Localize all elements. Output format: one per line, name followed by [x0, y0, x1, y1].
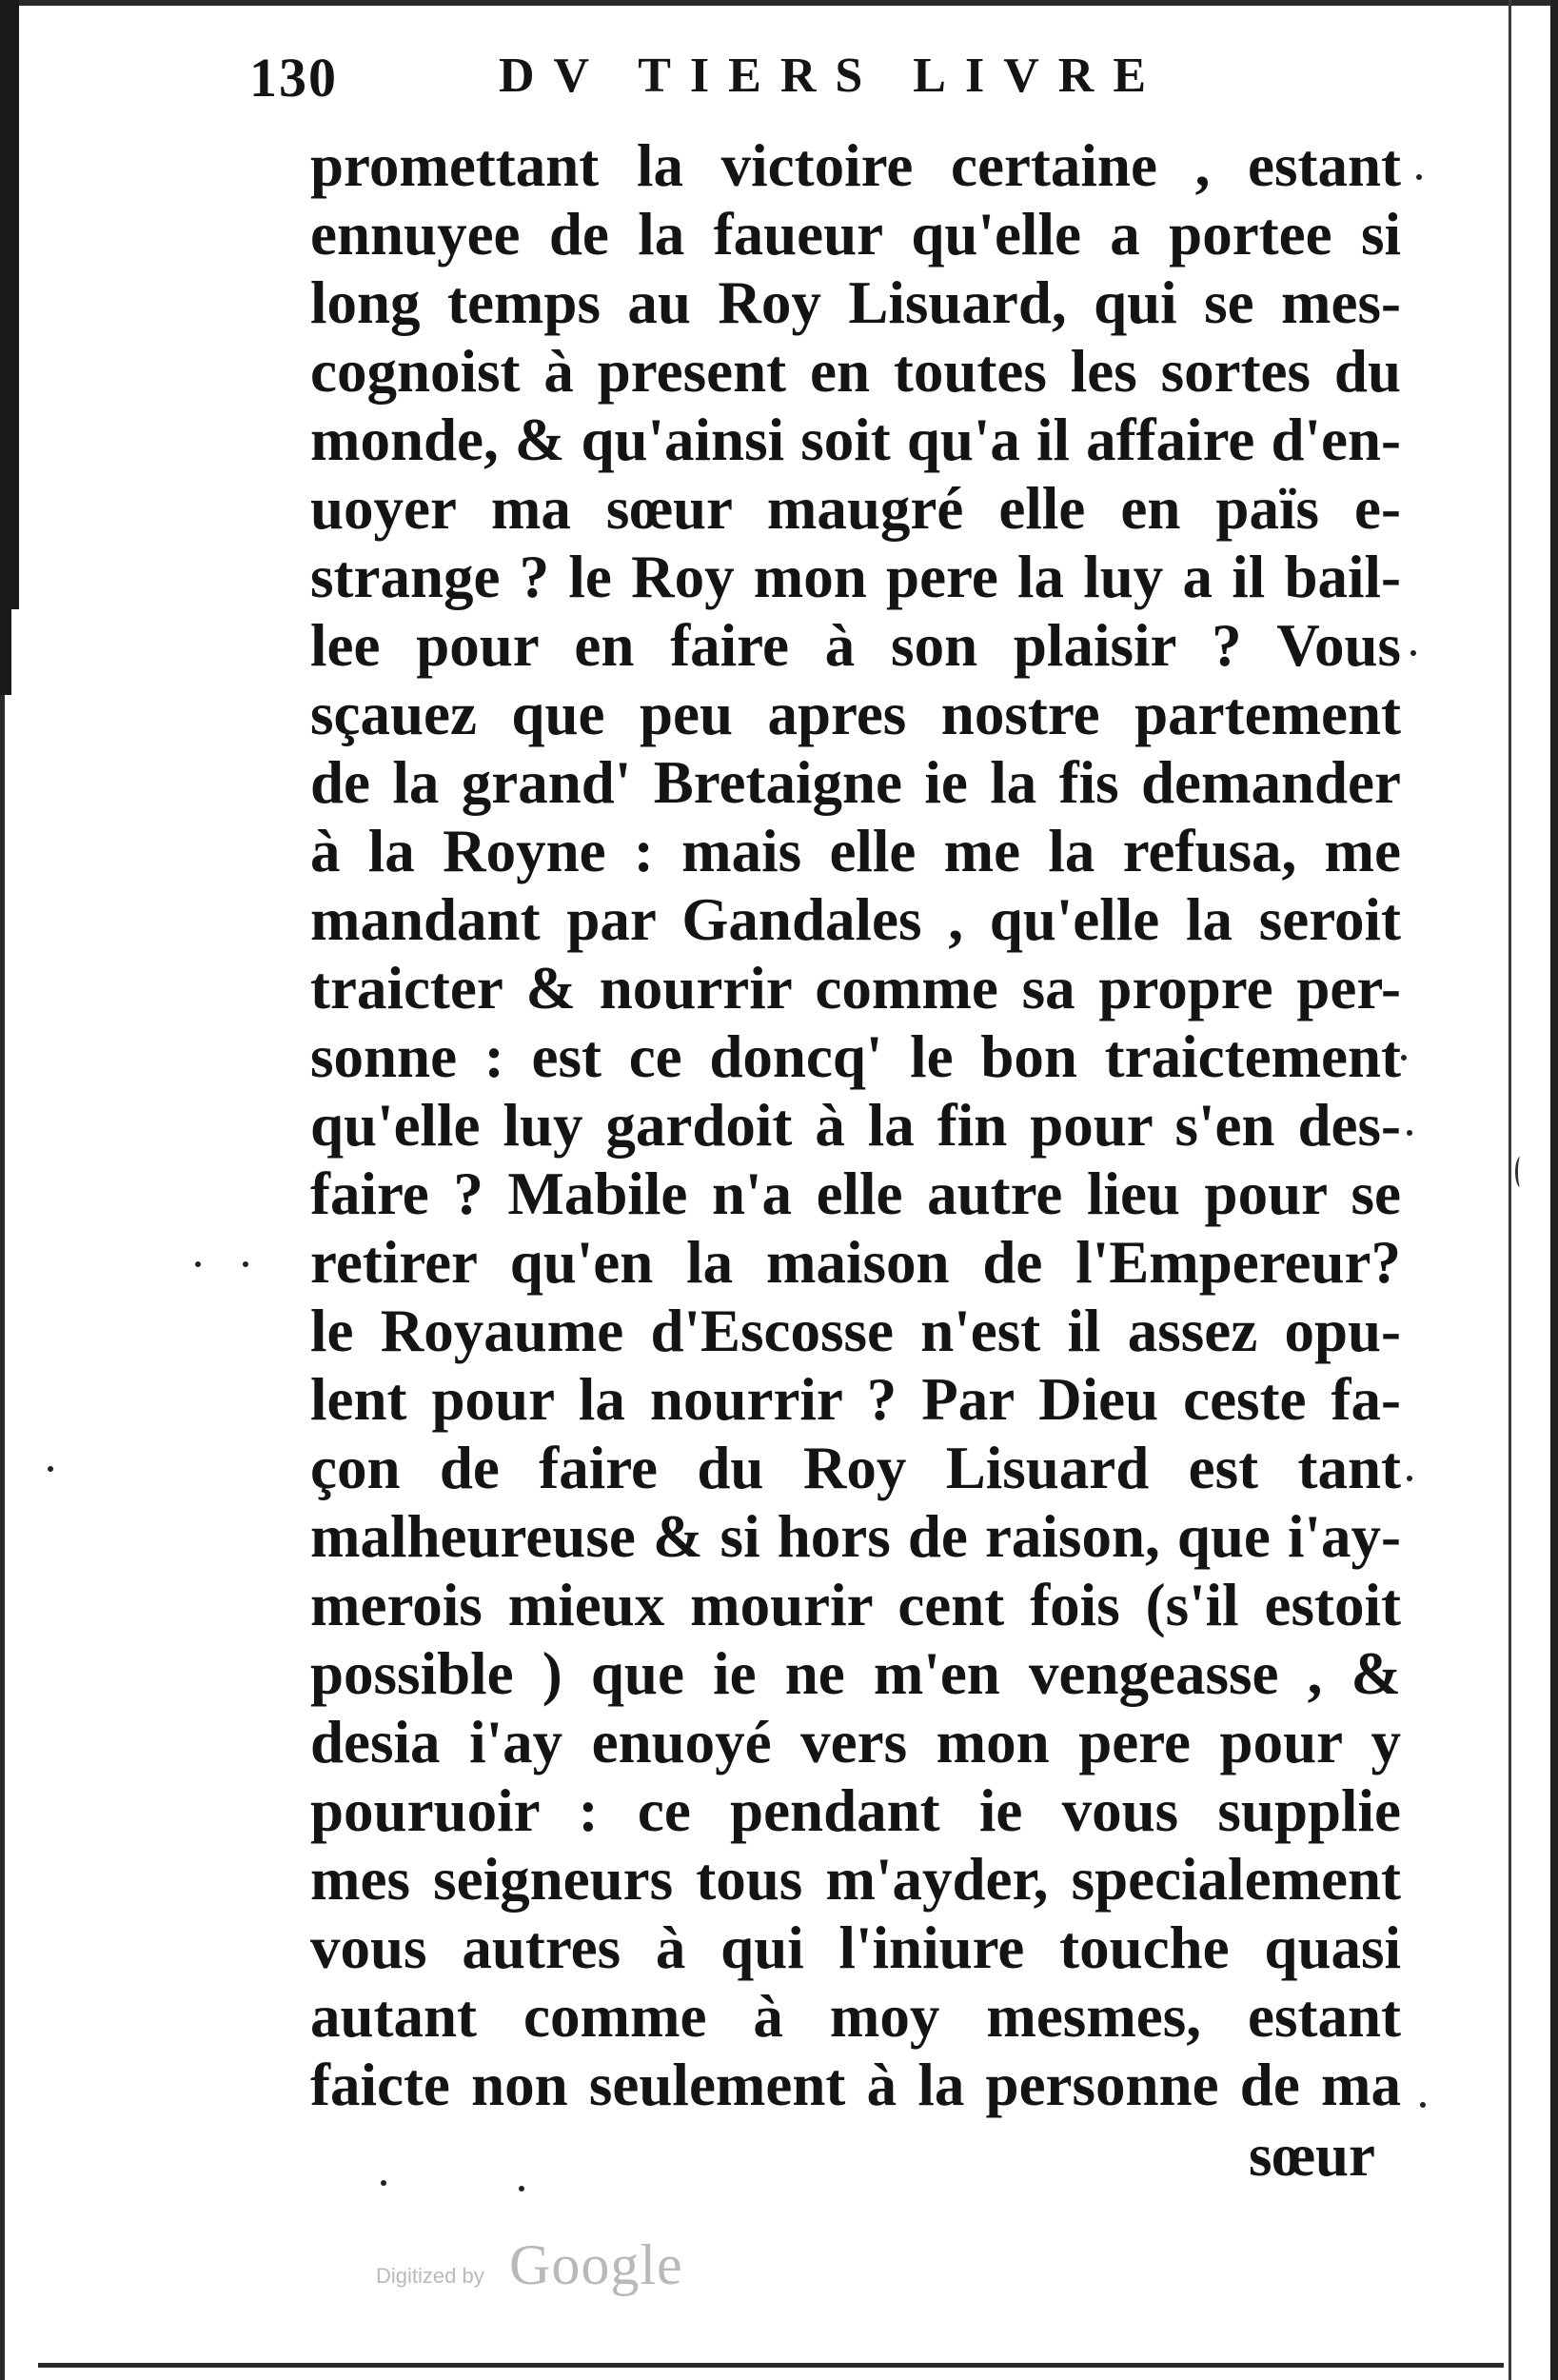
- text-line: promettant la victoire certaine , estant: [310, 132, 1401, 199]
- text-line: mandant par Gandales , qu'elle la seroit: [310, 886, 1401, 953]
- text-line: retirer qu'en la maison de l'Empereur?: [310, 1229, 1401, 1296]
- catchword: sœur: [1249, 2122, 1376, 2189]
- text-line: traicter & nourrir comme sa propre per-: [310, 955, 1401, 1021]
- ink-speck: [1420, 2102, 1426, 2108]
- text-line: vous autres à qui l'iniure touche quasi: [310, 1914, 1401, 1981]
- text-line: ennuyee de la faueur qu'elle a portee si: [310, 201, 1401, 268]
- margin-mark: [1515, 1157, 1526, 1187]
- ink-speck: [381, 2180, 386, 2186]
- text-line: pouruoir : ce pendant ie vous supplie: [310, 1777, 1401, 1844]
- running-head: [249, 46, 1420, 112]
- text-line: uoyer ma sœur maugré elle en païs e-: [310, 475, 1401, 542]
- ink-speck: [1416, 174, 1422, 180]
- text-line: faire ? Mabile n'a elle autre lieu pour se: [310, 1160, 1401, 1227]
- text-line: malheureuse & si hors de raison, que i'ay-: [310, 1503, 1401, 1570]
- google-logo: Google: [509, 2233, 683, 2296]
- text-line: lee pour en faire à son plaisir ? Vous: [310, 612, 1401, 679]
- scan-edge-top: [0, 0, 1558, 6]
- text-line: monde, & qu'ainsi soit qu'a il affaire d'en-: [310, 407, 1401, 473]
- text-line: strange ? le Roy mon pere la luy a il bail-: [310, 544, 1401, 610]
- running-head-title: DV TIERS LIVRE: [499, 49, 1166, 103]
- text-line: autant comme à moy mesmes, estant: [310, 1983, 1401, 2050]
- text-line: qu'elle luy gardoit à la fin pour s'en des-: [310, 1092, 1401, 1159]
- scan-edge-left-notch: [0, 609, 11, 695]
- text-line: çon de faire du Roy Lisuard est tant: [310, 1435, 1401, 1501]
- text-line: desia i'ay enuoyé vers mon pere pour y: [310, 1709, 1401, 1775]
- scan-edge-left-thin: [0, 695, 5, 2380]
- text-line: lent pour la nourrir ? Par Dieu ceste fa-: [310, 1366, 1401, 1433]
- ink-speck: [1407, 1130, 1412, 1136]
- ink-speck: [1410, 650, 1416, 656]
- text-line: long temps au Roy Lisuard, qui se mes-: [310, 269, 1401, 336]
- text-line: de la grand' Bretaigne ie la fis demander: [310, 749, 1401, 816]
- text-line: merois mieux mourir cent fois (s'il estoit: [310, 1572, 1401, 1638]
- page-gutter-line: [1509, 0, 1511, 2380]
- digitized-prefix: Digitized by: [376, 2264, 484, 2288]
- ink-speck: [48, 1466, 53, 1472]
- text-line: le Royaume d'Escosse n'est il assez opu-: [310, 1298, 1401, 1364]
- text-line: faicte non seulement à la personne de ma: [310, 2052, 1401, 2118]
- scan-edge-bottom: [38, 2363, 1504, 2368]
- text-line: sonne : est ce doncq' le bon traictement: [310, 1023, 1401, 1090]
- text-line: cognoist à present en toutes les sortes du: [310, 338, 1401, 405]
- text-line: sçauez que peu apres nostre partement: [310, 681, 1401, 747]
- ink-speck: [243, 1261, 248, 1267]
- text-line: possible ) que ie ne m'en vengeasse , &: [310, 1640, 1401, 1707]
- ink-speck: [1407, 1476, 1412, 1481]
- ink-speck: [1401, 1055, 1407, 1061]
- ink-speck: [519, 2186, 524, 2192]
- text-line: mes seigneurs tous m'ayder, specialement: [310, 1846, 1401, 1913]
- body-text: [310, 131, 1401, 2119]
- ink-speck: [195, 1261, 201, 1267]
- page-number: 130: [249, 47, 338, 109]
- scan-edge-right: [1550, 0, 1558, 2380]
- scan-edge-left: [0, 0, 19, 609]
- text-line: à la Royne : mais elle me la refusa, me: [310, 818, 1401, 884]
